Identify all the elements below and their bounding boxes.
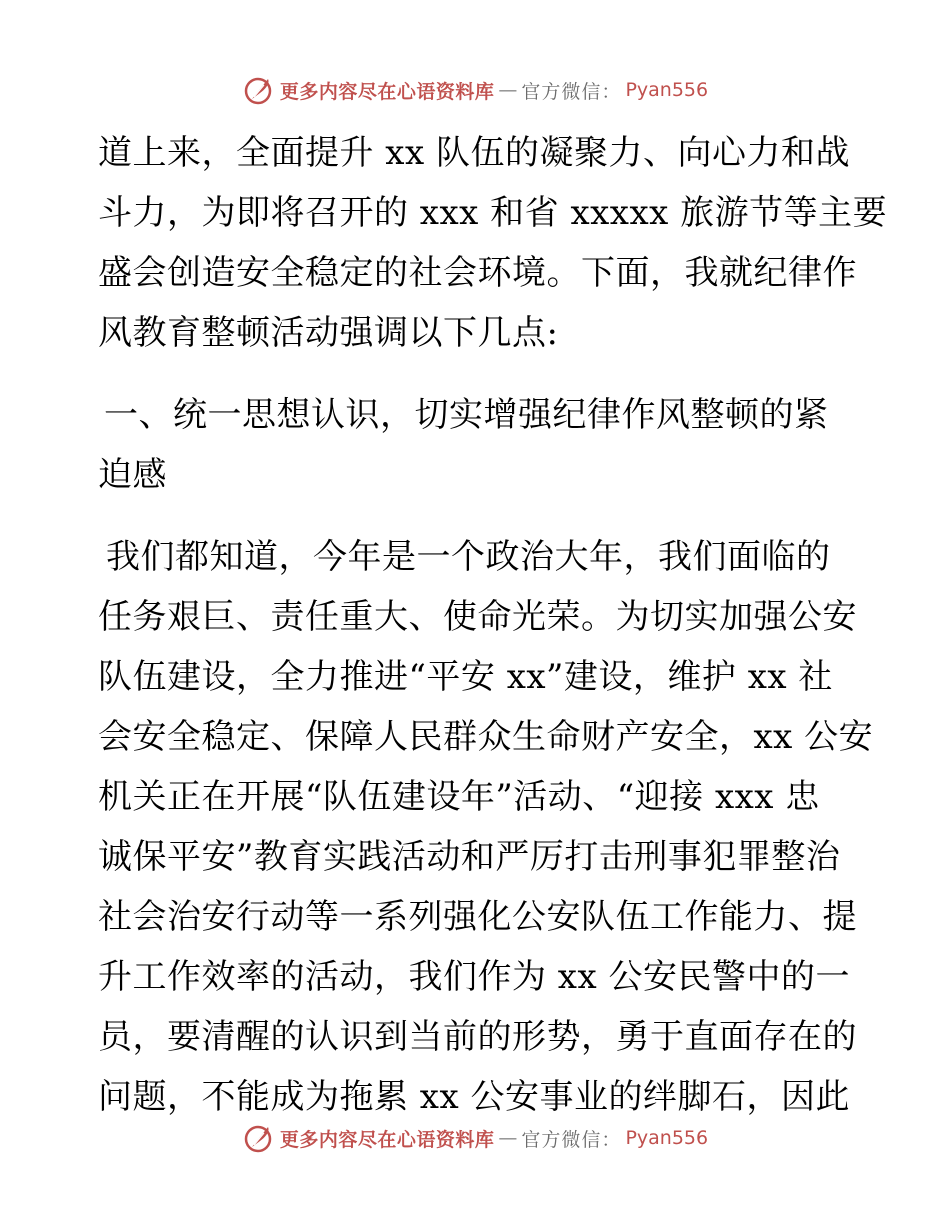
watermark-handle: Pyan556 — [625, 1127, 709, 1149]
text-line: 员，要清醒的认识到当前的形势，勇于直面存在的 — [98, 1017, 857, 1057]
text-line: 我们都知道，今年是一个政治大年，我们面临的 — [106, 537, 831, 577]
text-line: 升工作效率的活动，我们作为 xx 公安民警中的一 — [98, 957, 850, 997]
intro-paragraph — [98, 123, 888, 363]
watermark-dash: — — [498, 1127, 518, 1149]
section-heading — [98, 385, 858, 505]
text-line: 队伍建设，全力推进“平安 xx”建设，维护 xx 社 — [98, 657, 833, 697]
document-body — [98, 123, 888, 1127]
text-line: 问题，不能成为拖累 xx 公安事业的绊脚石，因此 — [98, 1077, 850, 1117]
feather-circle-logo-icon — [242, 1121, 276, 1155]
watermark-official-label: 官方微信： — [521, 80, 622, 103]
text-line: 任务艰巨、责任重大、使命光荣。为切实加强公安 — [98, 597, 857, 637]
watermark-brand: 更多内容尽在心语资料库 — [279, 1128, 495, 1151]
footer-watermark — [0, 1118, 950, 1158]
watermark-official-label: 官方微信： — [521, 1128, 622, 1151]
text-line: 社会治安行动等一系列强化公安队伍工作能力、提 — [98, 897, 857, 937]
feather-circle-logo-icon — [242, 73, 276, 107]
text-line: 斗力，为即将召开的 xxx 和省 xxxxx 旅游节等主要 — [98, 193, 888, 233]
heading-line: 一、统一思想认识，切实增强纪律作风整顿的紧 — [104, 395, 829, 435]
text-line: 诚保平安”教育实践活动和严厉打击刑事犯罪整治 — [98, 837, 841, 877]
watermark-brand: 更多内容尽在心语资料库 — [279, 80, 495, 103]
heading-line: 迫感 — [98, 455, 167, 495]
watermark-handle: Pyan556 — [625, 79, 709, 101]
text-line: 盛会创造安全稳定的社会环境。下面，我就纪律作 — [98, 253, 857, 293]
text-line: 会安全稳定、保障人民群众生命财产安全，xx 公安 — [98, 717, 874, 757]
text-line: 风教育整顿活动强调以下几点: — [98, 313, 559, 353]
body-paragraph — [98, 527, 874, 1127]
header-watermark — [0, 70, 950, 110]
text-line: 道上来，全面提升 xx 队伍的凝聚力、向心力和战 — [98, 133, 850, 173]
watermark-dash: — — [498, 79, 518, 101]
text-line: 机关正在开展“队伍建设年”活动、“迎接 xxx 忠 — [98, 777, 820, 817]
